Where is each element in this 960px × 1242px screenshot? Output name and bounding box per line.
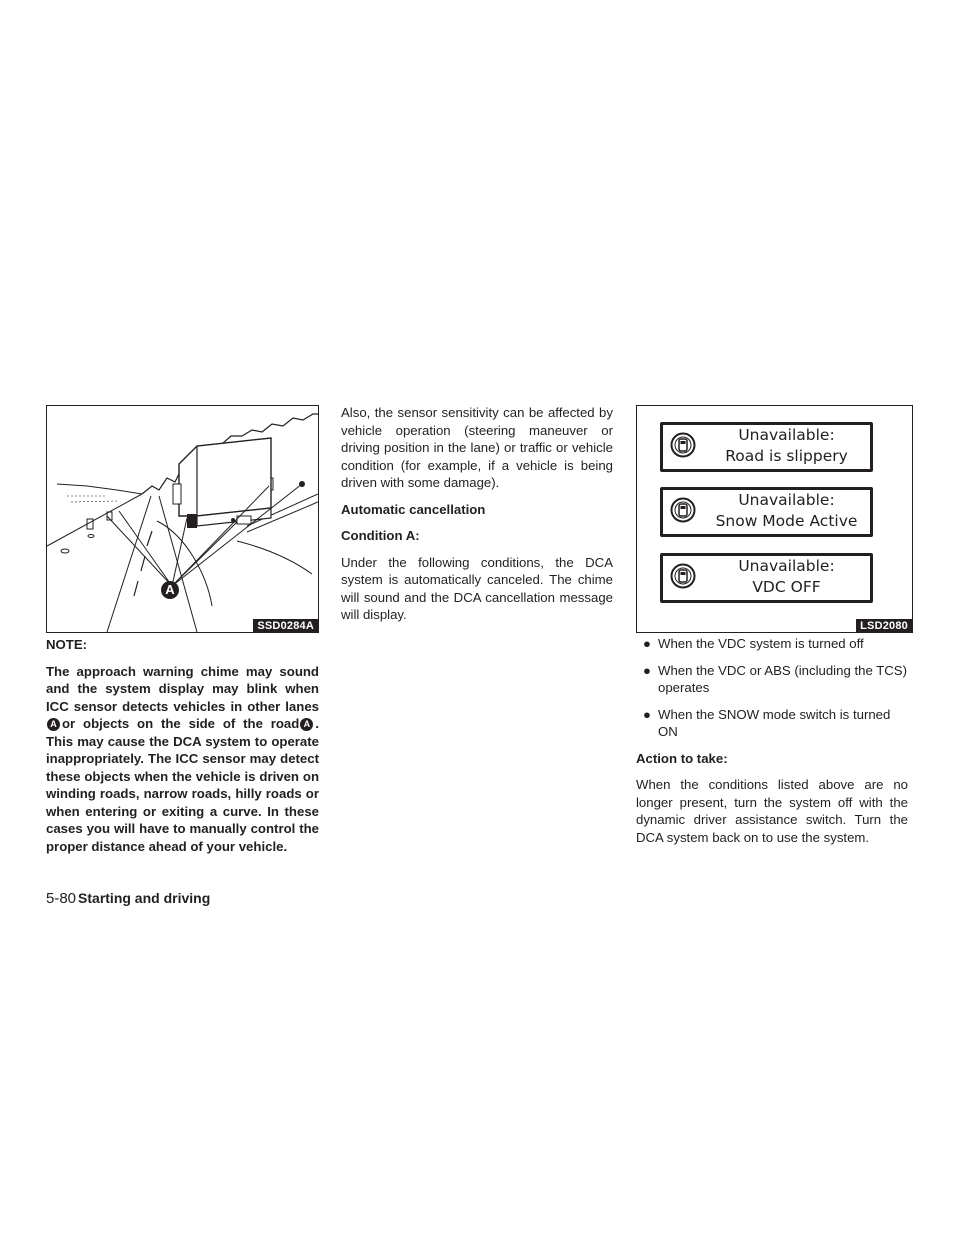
bullet-text: When the SNOW mode switch is turned ON xyxy=(658,706,891,739)
note-paragraph: The approach warning chime may sound and the system display may blink when ICC sensor detects vehicles in other lanesA or objects on the side of the road A . This may cause the DCA system to operate inappropriately. The ICC sensor may detect these objects when the vehicle is driven on winding roads, narrow roads, hilly roads or when entering or exiting a curve. In these cases you will have to manually control the proper distance ahead of your vehicle. xyxy=(46,663,319,854)
callout-a-circle: A xyxy=(161,581,179,599)
cancellation-messages-figure xyxy=(636,405,913,633)
automatic-cancellation-heading: Automatic cancellation xyxy=(341,501,486,517)
dca-system-icon xyxy=(670,563,696,589)
message-vdc-off xyxy=(660,553,873,603)
message-line2: VDC OFF xyxy=(752,578,821,596)
left-text-column xyxy=(46,636,319,855)
action-paragraph: When the conditions listed above are no longer present, turn the system off with the dynamic driver assistance switch. Turn the DCA system back on to use the system. xyxy=(636,777,908,845)
dca-system-icon xyxy=(670,432,696,458)
bullet-item xyxy=(636,662,908,697)
action-heading: Action to take: xyxy=(636,750,728,766)
dca-system-icon xyxy=(670,497,696,523)
callout-a-ref: A xyxy=(300,718,313,731)
section-title: Starting and driving xyxy=(78,890,211,906)
bullet-mark: ● xyxy=(643,662,651,678)
bullet-item xyxy=(636,635,908,653)
message-line1: Unavailable: xyxy=(738,557,835,575)
bullet-item xyxy=(636,706,908,741)
bullet-text: When the VDC system is turned off xyxy=(658,636,864,651)
road-illustration-figure xyxy=(46,405,319,633)
message-line1: Unavailable: xyxy=(738,426,835,444)
middle-text-column xyxy=(341,404,613,624)
bullet-text: When the VDC or ABS (including the TCS) operates xyxy=(658,662,907,695)
figure-code-label: SSD0284A xyxy=(253,619,318,632)
condition-a-heading: Condition A: xyxy=(341,528,420,543)
truck-road-illustration xyxy=(47,406,318,632)
message-line2: Snow Mode Active xyxy=(715,512,858,530)
message-line1: Unavailable: xyxy=(738,491,835,509)
message-road-slippery xyxy=(660,422,873,472)
page-footer xyxy=(46,890,210,907)
condition-a-paragraph: Under the following conditions, the DCA system is automatically canceled. The chime will sound and the DCA cancellation message will display. xyxy=(341,554,613,622)
sensor-sensitivity-paragraph: Also, the sensor sensitivity can be affected by vehicle operation (steering maneuver or driving position in the lane) or traffic or vehicle condition (for example, if a vehicle is being driven with some damage). xyxy=(341,405,613,490)
bullet-mark: ● xyxy=(643,636,651,651)
callout-a-ref: A xyxy=(47,718,60,731)
message-line2: Road is slippery xyxy=(725,447,848,465)
note-heading: NOTE: xyxy=(46,637,88,652)
page-number: 5-80 xyxy=(46,890,77,907)
message-snow-mode xyxy=(660,487,873,537)
right-text-column xyxy=(636,635,908,846)
bullet-mark: ● xyxy=(643,706,651,722)
figure-code-label: LSD2080 xyxy=(856,619,912,632)
